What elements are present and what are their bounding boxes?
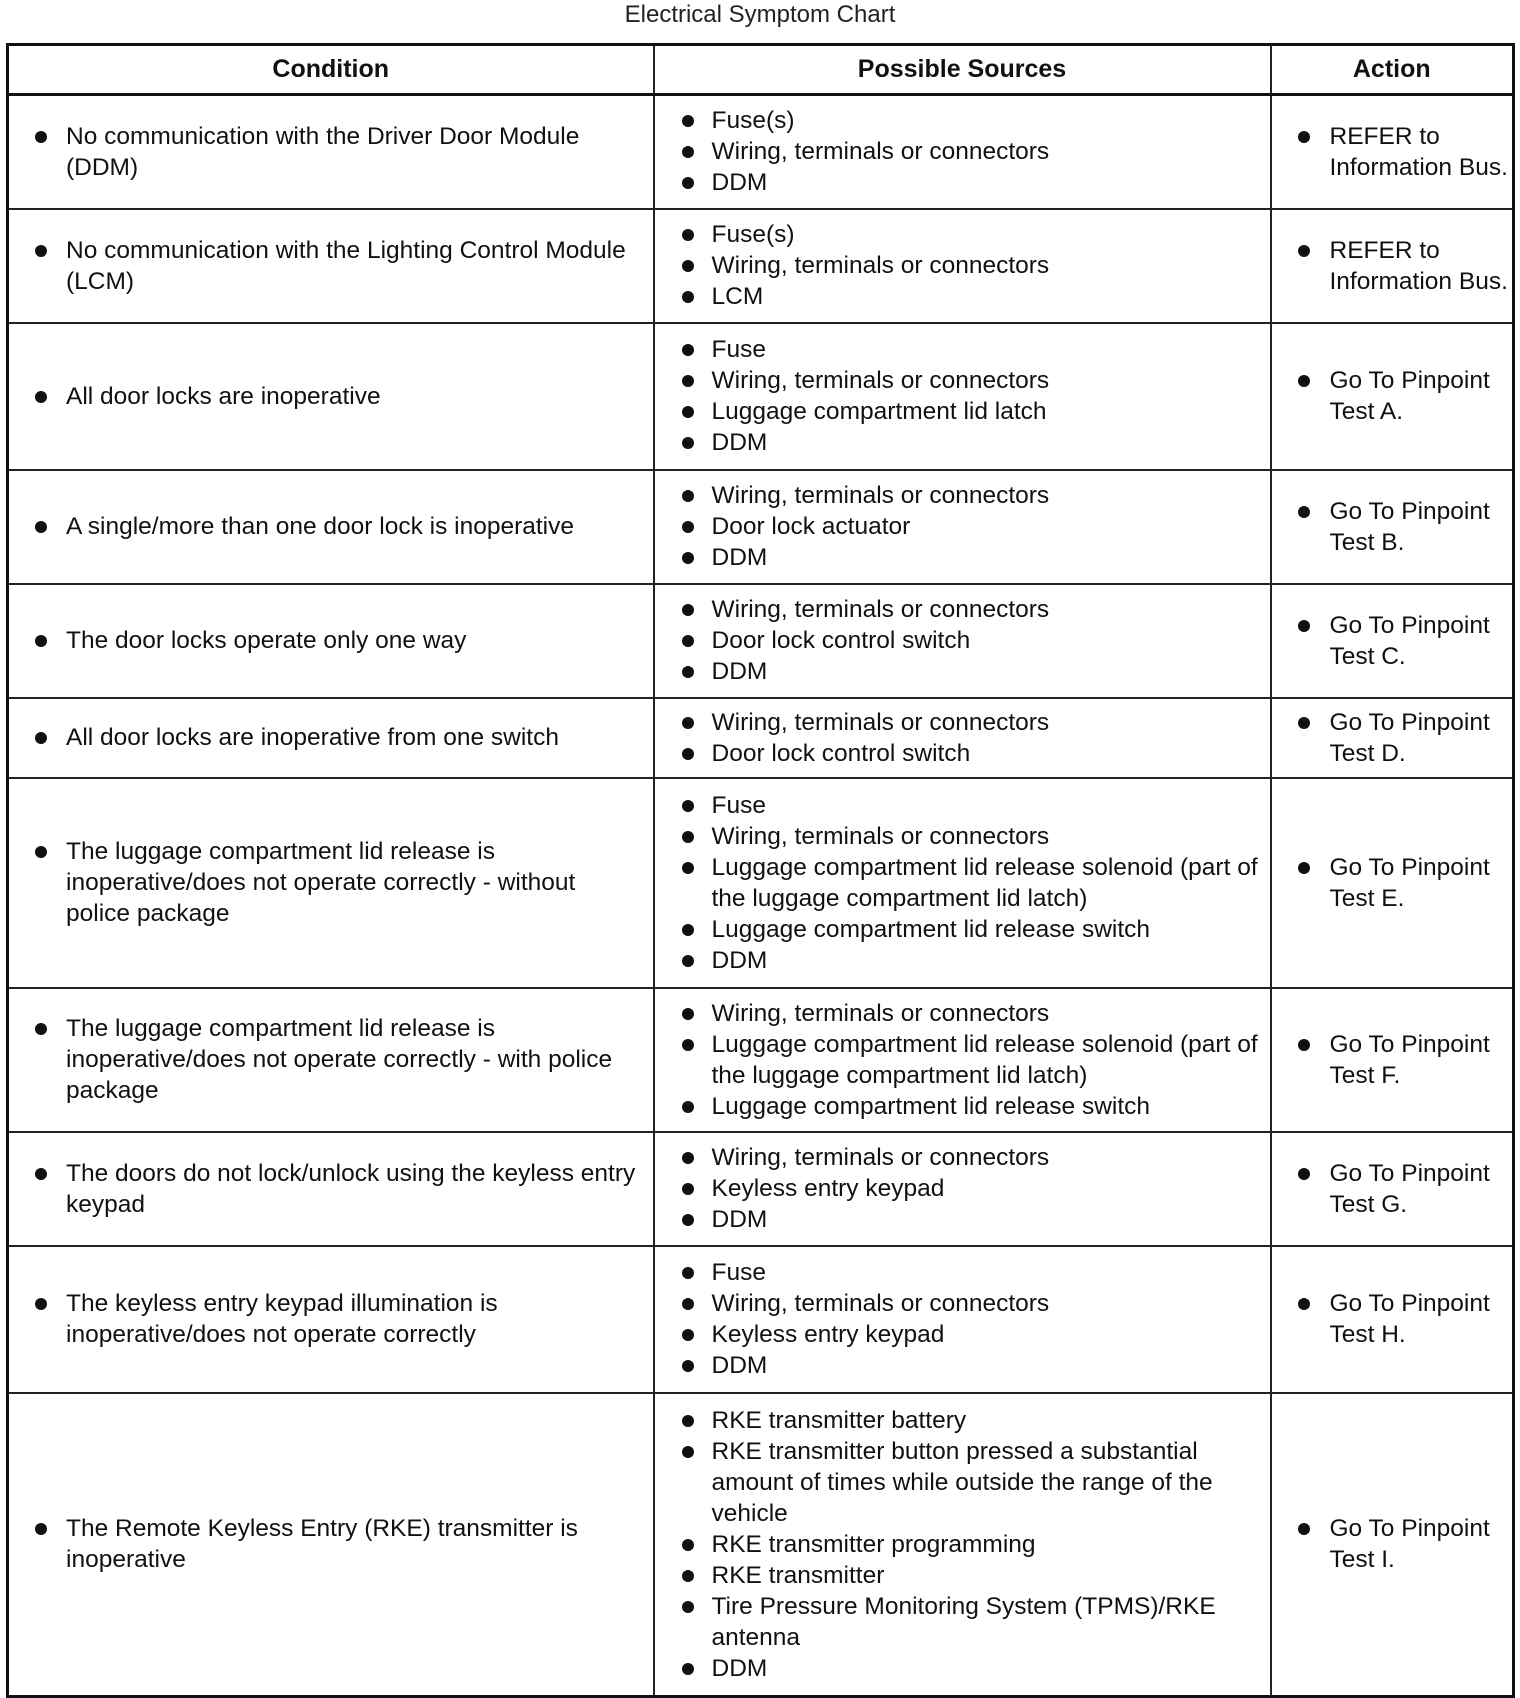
possible-source-item: Keyless entry keypad — [655, 1319, 1270, 1350]
possible-sources-list — [655, 594, 1270, 687]
possible-sources-cell — [654, 323, 1271, 470]
condition-cell — [8, 698, 654, 778]
condition-cell — [8, 209, 654, 323]
condition-list — [9, 836, 653, 929]
possible-source-item: Fuse — [655, 334, 1270, 365]
possible-sources-list — [655, 1257, 1270, 1381]
condition-text: The keyless entry keypad illumination is inoperative/does not operate correctly — [9, 1288, 653, 1350]
chart-title: Electrical Symptom Chart — [624, 1, 896, 28]
possible-source-item: DDM — [655, 1653, 1270, 1684]
possible-source-item: Wiring, terminals or connectors — [655, 821, 1270, 852]
action-text: REFER to Information Bus. — [1272, 235, 1513, 297]
possible-sources-cell — [654, 95, 1271, 209]
action-text: Go To Pinpoint Test F. — [1272, 1029, 1513, 1091]
possible-source-item: Fuse — [655, 1257, 1270, 1288]
possible-source-item: RKE transmitter button pressed a substantial amount of times while outside the range of the vehicle — [655, 1436, 1270, 1529]
possible-source-item: Luggage compartment lid release solenoid (part of the luggage compartment lid latch) — [655, 852, 1270, 914]
possible-sources-list — [655, 334, 1270, 458]
possible-source-item: RKE transmitter programming — [655, 1529, 1270, 1560]
possible-source-item: Wiring, terminals or connectors — [655, 480, 1270, 511]
action-cell — [1271, 584, 1514, 698]
possible-source-item: Wiring, terminals or connectors — [655, 1288, 1270, 1319]
condition-list — [9, 625, 653, 656]
possible-source-item: DDM — [655, 427, 1270, 458]
condition-text: All door locks are inoperative from one switch — [9, 722, 653, 753]
possible-sources-list — [655, 219, 1270, 312]
condition-cell — [8, 1132, 654, 1246]
header-action: Action — [1271, 45, 1514, 95]
possible-source-item: Fuse(s) — [655, 219, 1270, 250]
action-list — [1272, 235, 1513, 297]
action-text: Go To Pinpoint Test D. — [1272, 707, 1513, 769]
condition-list — [9, 722, 653, 753]
action-text: Go To Pinpoint Test E. — [1272, 852, 1513, 914]
action-cell — [1271, 95, 1514, 209]
table-row — [8, 323, 1514, 470]
condition-text: The doors do not lock/unlock using the keyless entry keypad — [9, 1158, 653, 1220]
possible-source-item: Wiring, terminals or connectors — [655, 136, 1270, 167]
action-text: Go To Pinpoint Test G. — [1272, 1158, 1513, 1220]
possible-source-item: Wiring, terminals or connectors — [655, 594, 1270, 625]
table-row — [8, 988, 1514, 1132]
condition-text: No communication with the Lighting Control Module (LCM) — [9, 235, 653, 297]
possible-source-item: DDM — [655, 542, 1270, 573]
action-cell — [1271, 1132, 1514, 1246]
condition-cell — [8, 584, 654, 698]
condition-text: The Remote Keyless Entry (RKE) transmitter is inoperative — [9, 1513, 653, 1575]
condition-list — [9, 235, 653, 297]
action-text: Go To Pinpoint Test B. — [1272, 496, 1513, 558]
possible-sources-cell — [654, 698, 1271, 778]
possible-sources-cell — [654, 1393, 1271, 1697]
possible-source-item: DDM — [655, 1204, 1270, 1235]
action-list — [1272, 707, 1513, 769]
possible-source-item: Tire Pressure Monitoring System (TPMS)/RKE antenna — [655, 1591, 1270, 1653]
condition-list — [9, 511, 653, 542]
condition-text: A single/more than one door lock is inoperative — [9, 511, 653, 542]
table-row — [8, 95, 1514, 209]
action-cell — [1271, 470, 1514, 584]
condition-text: The luggage compartment lid release is inoperative/does not operate correctly - with police package — [9, 1013, 653, 1106]
possible-sources-list — [655, 1405, 1270, 1684]
possible-sources-cell — [654, 778, 1271, 988]
possible-source-item: Wiring, terminals or connectors — [655, 998, 1270, 1029]
condition-cell — [8, 988, 654, 1132]
possible-source-item: Wiring, terminals or connectors — [655, 250, 1270, 281]
possible-source-item: LCM — [655, 281, 1270, 312]
action-cell — [1271, 988, 1514, 1132]
possible-source-item: Door lock actuator — [655, 511, 1270, 542]
action-list — [1272, 1158, 1513, 1220]
header-condition: Condition — [8, 45, 654, 95]
table-row — [8, 778, 1514, 988]
table-row — [8, 1246, 1514, 1393]
table-row — [8, 1393, 1514, 1697]
action-list — [1272, 365, 1513, 427]
possible-sources-list — [655, 105, 1270, 198]
action-list — [1272, 1288, 1513, 1350]
table-row — [8, 584, 1514, 698]
possible-source-item: DDM — [655, 1350, 1270, 1381]
possible-source-item: DDM — [655, 167, 1270, 198]
condition-text: No communication with the Driver Door Module (DDM) — [9, 121, 653, 183]
action-text: REFER to Information Bus. — [1272, 121, 1513, 183]
action-list — [1272, 852, 1513, 914]
header-possible-sources: Possible Sources — [654, 45, 1271, 95]
header-row — [8, 45, 1514, 95]
condition-cell — [8, 1246, 654, 1393]
action-cell — [1271, 323, 1514, 470]
condition-list — [9, 1158, 653, 1220]
condition-cell — [8, 95, 654, 209]
condition-text: All door locks are inoperative — [9, 381, 653, 412]
condition-list — [9, 1288, 653, 1350]
possible-source-item: Wiring, terminals or connectors — [655, 1142, 1270, 1173]
possible-source-item: RKE transmitter — [655, 1560, 1270, 1591]
action-list — [1272, 610, 1513, 672]
action-cell — [1271, 778, 1514, 988]
possible-source-item: Wiring, terminals or connectors — [655, 365, 1270, 396]
condition-text: The door locks operate only one way — [9, 625, 653, 656]
possible-sources-cell — [654, 988, 1271, 1132]
possible-source-item: Door lock control switch — [655, 625, 1270, 656]
action-text: Go To Pinpoint Test C. — [1272, 610, 1513, 672]
possible-source-item: Luggage compartment lid release switch — [655, 1091, 1270, 1122]
table-row — [8, 470, 1514, 584]
action-cell — [1271, 209, 1514, 323]
condition-list — [9, 381, 653, 412]
action-list — [1272, 496, 1513, 558]
table-body — [8, 95, 1514, 1697]
possible-sources-list — [655, 480, 1270, 573]
possible-source-item: DDM — [655, 945, 1270, 976]
possible-sources-list — [655, 707, 1270, 769]
condition-cell — [8, 1393, 654, 1697]
action-list — [1272, 121, 1513, 183]
possible-source-item: Fuse — [655, 790, 1270, 821]
possible-sources-cell — [654, 209, 1271, 323]
possible-source-item: Luggage compartment lid release switch — [655, 914, 1270, 945]
action-text: Go To Pinpoint Test I. — [1272, 1513, 1513, 1575]
table-row — [8, 1132, 1514, 1246]
possible-source-item: DDM — [655, 656, 1270, 687]
condition-list — [9, 121, 653, 183]
action-list — [1272, 1029, 1513, 1091]
symptom-table — [6, 43, 1515, 1698]
condition-cell — [8, 470, 654, 584]
action-text: Go To Pinpoint Test H. — [1272, 1288, 1513, 1350]
possible-sources-cell — [654, 584, 1271, 698]
table-row — [8, 209, 1514, 323]
possible-sources-cell — [654, 1132, 1271, 1246]
condition-cell — [8, 778, 654, 988]
condition-list — [9, 1013, 653, 1106]
possible-sources-list — [655, 1142, 1270, 1235]
action-cell — [1271, 698, 1514, 778]
possible-source-item: RKE transmitter battery — [655, 1405, 1270, 1436]
condition-text: The luggage compartment lid release is inoperative/does not operate correctly - without police package — [9, 836, 653, 929]
action-list — [1272, 1513, 1513, 1575]
action-cell — [1271, 1393, 1514, 1697]
possible-source-item: Luggage compartment lid release solenoid (part of the luggage compartment lid latch) — [655, 1029, 1270, 1091]
action-text: Go To Pinpoint Test A. — [1272, 365, 1513, 427]
possible-source-item: Door lock control switch — [655, 738, 1270, 769]
possible-source-item: Luggage compartment lid latch — [655, 396, 1270, 427]
possible-source-item: Fuse(s) — [655, 105, 1270, 136]
table-row — [8, 698, 1514, 778]
possible-sources-list — [655, 998, 1270, 1122]
possible-sources-cell — [654, 1246, 1271, 1393]
possible-sources-cell — [654, 470, 1271, 584]
condition-list — [9, 1513, 653, 1575]
possible-source-item: Keyless entry keypad — [655, 1173, 1270, 1204]
possible-source-item: Wiring, terminals or connectors — [655, 707, 1270, 738]
action-cell — [1271, 1246, 1514, 1393]
possible-sources-list — [655, 790, 1270, 976]
condition-cell — [8, 323, 654, 470]
